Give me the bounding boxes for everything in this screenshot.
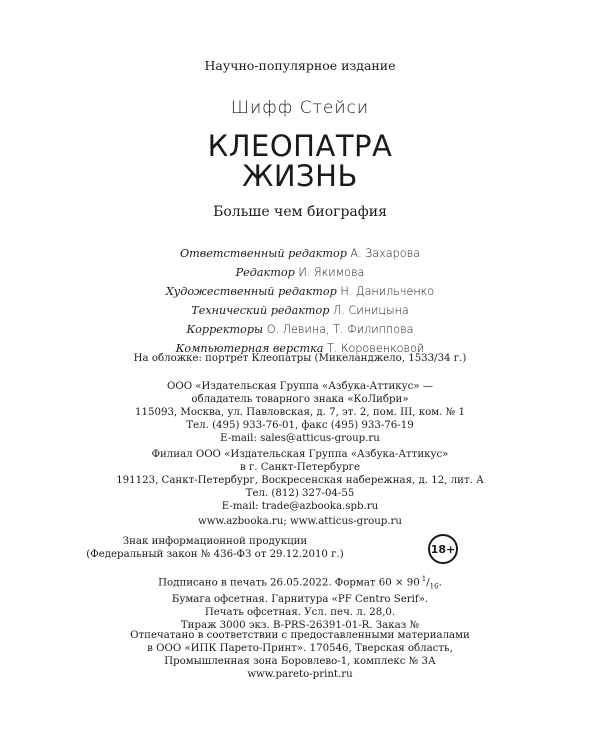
- publisher-line: E-mail: sales@atticus-group.ru: [220, 433, 380, 444]
- credits-block: [0, 244, 600, 358]
- credit-name: Н. Данильченко: [340, 285, 435, 298]
- credit-role: Корректоры: [186, 323, 264, 336]
- book-subtitle: Больше чем биография: [213, 204, 387, 220]
- printer-line: Отпечатано в соответствии с предоставленными материалами: [130, 630, 470, 641]
- credit-role: Технический редактор: [191, 304, 330, 317]
- print-info-line: Печать офсетная. Усл. печ. л. 28,0.: [204, 607, 396, 619]
- branch-line: Филиал ООО «Издательская Группа «Азбука-Аттикус»: [151, 449, 449, 460]
- book-title-line-1: КЛЕОПАТРА: [207, 129, 393, 163]
- book-title-line-2: ЖИЗНЬ: [242, 159, 358, 193]
- branch-line: 191123, Санкт-Петербург, Воскресенская набережная, д. 12, лит. А: [116, 475, 484, 486]
- cover-note: На обложке: портрет Клеопатры (Микеланджело, 1533/34 г.): [133, 353, 467, 364]
- credit-role: Редактор: [235, 266, 295, 279]
- publisher-line: 115093, Москва, ул. Павловская, д. 7, эт. 2, пом. III, ком. № 1: [135, 407, 465, 418]
- branch-block: [0, 448, 600, 513]
- publisher-line: ООО «Издательская Группа «Азбука-Аттикус» —: [167, 381, 433, 392]
- publisher-line: обладатель товарного знака «КоЛибри»: [191, 394, 409, 405]
- branch-line: Тел. (812) 327-04-55: [245, 488, 355, 499]
- print-info-line: Бумага офсетная. Гарнитура «PF Centro Serif».: [171, 594, 429, 606]
- printer-block: [0, 629, 600, 681]
- print-info-line: Подписано в печать 26.05.2022. Формат 60 × 90 $^1/_{16}$.: [158, 575, 442, 591]
- age-rating-badge: 18+: [428, 534, 458, 564]
- credit-role: Компьютерная верстка: [175, 342, 324, 355]
- printer-line: www.pareto-print.ru: [247, 669, 353, 680]
- print-info-line: Тираж 3000 экз. B-PRS-26391-01-R. Заказ №: [180, 620, 420, 632]
- print-format: Подписано в печать 26.05.2022. Формат 60 × 90: [158, 577, 420, 589]
- credit-line: [0, 263, 600, 282]
- printer-line: Промышленная зона Боровлево-1, комплекс № 3А: [164, 656, 436, 667]
- credit-line: [0, 320, 600, 339]
- credit-name: Т. Коровенковой: [327, 342, 425, 355]
- credit-line: [0, 301, 600, 320]
- printer-line: в ООО «ИПК Парето-Принт». 170546, Тверская область,: [147, 643, 453, 654]
- print-info-block: [0, 573, 600, 632]
- credit-line: [0, 244, 600, 263]
- credit-role: Ответственный редактор: [179, 247, 347, 260]
- format-fraction-den: 16: [429, 582, 439, 591]
- genre-label: Научно-популярное издание: [204, 58, 396, 73]
- author-name: Шифф Стейси: [230, 98, 370, 118]
- info-sign-block: [0, 535, 430, 561]
- credit-role: Художественный редактор: [165, 285, 337, 298]
- websites: www.azbooka.ru; www.atticus-group.ru: [198, 516, 402, 527]
- credit-name: И. Якимова: [298, 266, 365, 279]
- info-sign-line: (Федеральный закон № 436-ФЗ от 29.12.2010 г.): [86, 549, 344, 560]
- publisher-line: Тел. (495) 933-76-01, факс (495) 933-76-19: [186, 420, 414, 431]
- info-sign-line: Знак информационной продукции: [122, 536, 308, 547]
- format-fraction-num: 1: [421, 575, 427, 583]
- publisher-block: [0, 380, 600, 445]
- credit-name: О. Левина, Т. Филиппова: [266, 323, 414, 336]
- branch-line: в г. Санкт-Петербурге: [239, 462, 360, 473]
- print-format-end: .: [438, 577, 442, 589]
- credit-name: Л. Синицына: [333, 304, 409, 317]
- credit-name: А. Захарова: [350, 247, 420, 260]
- branch-line: E-mail: trade@azbooka.spb.ru: [221, 501, 379, 512]
- credit-line: [0, 282, 600, 301]
